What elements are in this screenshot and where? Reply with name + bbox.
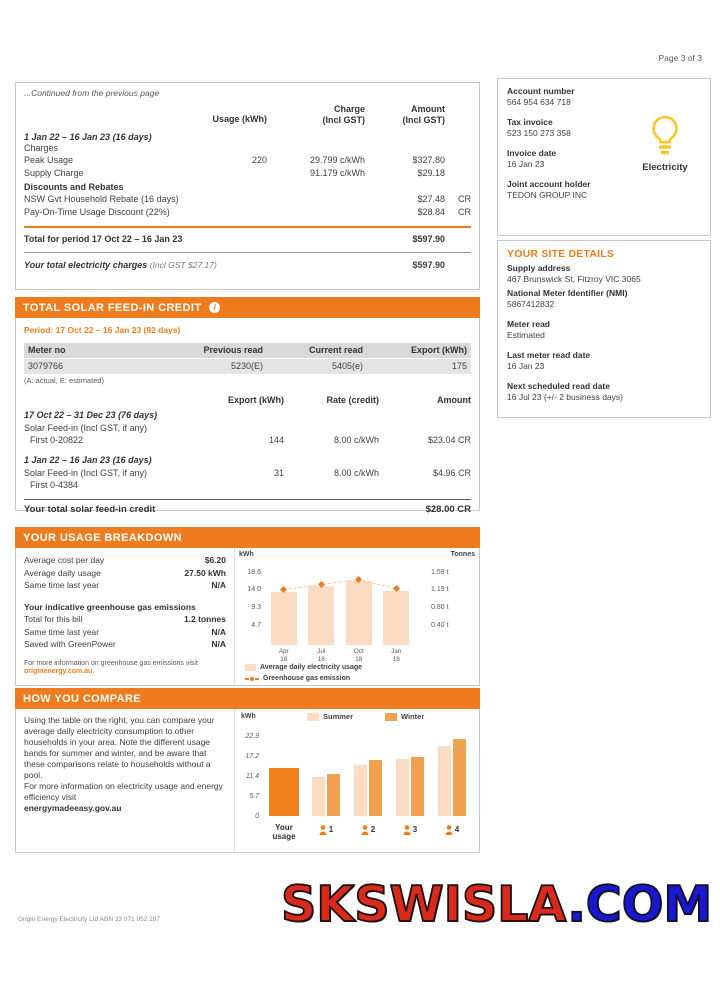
feedin-header-row: Export (kWh) Rate (credit) Amount bbox=[228, 395, 471, 405]
y-axis-tick: 5.7 bbox=[249, 792, 259, 800]
next-read-date: 16 Jul 23 (+/- 2 business days) bbox=[507, 392, 623, 402]
col-charge: Charge (Incl GST) bbox=[322, 104, 365, 125]
person-icon bbox=[319, 825, 327, 835]
x-axis-label-household: 4 bbox=[438, 825, 466, 835]
energy-made-easy-link[interactable]: energymadeeasy.gov.au bbox=[24, 803, 122, 813]
meter-read-value: Estimated bbox=[507, 330, 545, 340]
x-axis-label-household: 2 bbox=[354, 825, 382, 835]
field-label: National Meter Identifier (NMI) bbox=[507, 288, 628, 298]
invoice-date: 16 Jan 23 bbox=[507, 159, 545, 169]
x-axis-label: Jan 18 bbox=[391, 648, 402, 663]
field-label: Meter read bbox=[507, 319, 550, 329]
legend-swatch-winter bbox=[385, 713, 397, 721]
account-holder: TEDON GROUP INC bbox=[507, 190, 588, 200]
x-axis-label-your-usage: Your usage bbox=[272, 823, 296, 841]
site-details-card bbox=[497, 240, 711, 418]
winter-bar bbox=[369, 760, 382, 817]
field-label: Supply address bbox=[507, 263, 571, 273]
legend-swatch-summer bbox=[307, 713, 319, 721]
x-axis-label: Apr 18 bbox=[278, 648, 289, 663]
table-row-rebate: NSW Gvt Household Rebate (16 days) $27.48 CR bbox=[24, 194, 471, 204]
person-icon bbox=[361, 825, 369, 835]
col-usage: Usage (kWh) bbox=[212, 114, 267, 124]
origin-energy-link[interactable]: originenergy.com.au. bbox=[24, 668, 95, 675]
legend-item-winter bbox=[385, 712, 424, 721]
legend-item-emission bbox=[245, 675, 350, 682]
field-label: Account number bbox=[507, 86, 575, 96]
winter-bar bbox=[411, 757, 424, 816]
account-summary-card bbox=[497, 78, 711, 236]
summer-bar bbox=[438, 746, 451, 816]
legend-item-summer bbox=[307, 712, 353, 721]
electricity-bulb-icon bbox=[647, 114, 683, 158]
stat-row: Average cost per day $6.20 bbox=[24, 555, 226, 565]
legend-label: Summer bbox=[323, 712, 354, 721]
usage-bar bbox=[346, 581, 372, 645]
service-label: Electricity bbox=[642, 162, 688, 173]
your-usage-bar bbox=[269, 768, 299, 816]
solar-credit-section bbox=[15, 297, 480, 515]
person-icon bbox=[403, 825, 411, 835]
usage-section-header bbox=[15, 527, 480, 548]
stat-row: Saved with GreenPower N/A bbox=[24, 639, 226, 649]
x-axis-label: Oct 18 bbox=[353, 648, 364, 663]
usage-section-title: YOUR USAGE BREAKDOWN bbox=[23, 531, 182, 544]
y-axis-tick: 18.6 bbox=[247, 568, 261, 576]
compare-section-title: HOW YOU COMPARE bbox=[23, 692, 142, 705]
discounts-heading: Discounts and Rebates bbox=[24, 182, 124, 192]
summer-bar bbox=[354, 765, 367, 816]
usage-bar bbox=[308, 586, 334, 645]
y-axis-tick: 22.9 bbox=[245, 732, 259, 740]
ghg-heading: Your indicative greenhouse gas emissions bbox=[24, 601, 196, 612]
compare-section-header bbox=[15, 688, 480, 709]
total-electricity-row bbox=[24, 253, 471, 274]
last-read-date: 16 Jan 23 bbox=[507, 361, 545, 371]
legend-label: Winter bbox=[401, 712, 425, 721]
usage-stats bbox=[16, 548, 234, 685]
table-row-supply-charge: Supply Charge 91.179 c/kWh $29.18 bbox=[24, 168, 445, 178]
usage-chart bbox=[234, 548, 479, 685]
tax-invoice-number: 523 150 273 358 bbox=[507, 128, 571, 138]
account-number: 564 954 634 718 bbox=[507, 97, 571, 107]
usage-breakdown-section bbox=[15, 527, 480, 686]
summer-bar bbox=[396, 759, 409, 816]
charges-heading: Charges bbox=[24, 143, 59, 153]
y-axis-tick: 4.7 bbox=[251, 622, 261, 629]
ghg-footnote: For more information on greenhouse gas emissions visit originenergy.com.au. bbox=[24, 660, 226, 677]
stat-row: Same time last year N/A bbox=[24, 626, 226, 637]
period-heading: 1 Jan 22 – 16 Jan 23 (16 days) bbox=[24, 132, 152, 142]
y2-axis-tick: 0.80 t bbox=[431, 604, 449, 612]
y-axis-tick: 17.2 bbox=[245, 752, 259, 760]
winter-bar bbox=[453, 739, 466, 816]
table-row-peak-usage: Peak Usage 220 29.799 c/kWh $327.80 bbox=[24, 155, 445, 165]
feedin-block-2: 1 Jan 22 – 16 Jan 23 (16 days) Solar Feed-in (Incl GST, if any) 31 8.00 c/kWh $4.96 CR First 0-4384 bbox=[24, 455, 471, 490]
legend-label: Average daily electricity usage bbox=[260, 664, 363, 671]
x-axis-label-household: 1 bbox=[312, 825, 340, 835]
col-amount: Amount (Incl GST) bbox=[402, 104, 445, 125]
field-label: Invoice date bbox=[507, 148, 557, 158]
legend-label: Greenhouse gas emission bbox=[263, 675, 351, 682]
y-axis-tick: 14.0 bbox=[247, 586, 261, 594]
winter-bar bbox=[327, 774, 340, 816]
y-axis-tick: 11.4 bbox=[245, 772, 259, 780]
nmi-value: 5867412832 bbox=[507, 299, 555, 309]
x-axis-label: Jul 18 bbox=[317, 648, 326, 663]
field-label: Next scheduled read date bbox=[507, 381, 610, 391]
field-label: Tax invoice bbox=[507, 117, 553, 127]
total-for-period-row: Total for period 17 Oct 22 – 16 Jan 23 $597.90 bbox=[24, 234, 445, 244]
y2-axis-tick: 0.40 t bbox=[431, 622, 449, 629]
x-axis-label-household: 3 bbox=[396, 825, 424, 835]
solar-period: Period: 17 Oct 22 – 16 Jan 23 (92 days) bbox=[24, 325, 181, 335]
grand-total-note: (Incl GST $27.17) bbox=[149, 260, 217, 270]
summer-bar bbox=[312, 777, 325, 816]
usage-bar bbox=[271, 592, 297, 645]
watermark-name: SKSWISLA bbox=[281, 876, 568, 933]
kwh-axis-label: kWh bbox=[239, 551, 254, 558]
fine-print: Origin Energy Electricity Ltd ABN 33 071 052 287 bbox=[18, 916, 160, 923]
y-axis-tick: 0 bbox=[255, 813, 259, 820]
field-label: Joint account holder bbox=[507, 179, 591, 189]
legend-swatch-bar bbox=[245, 664, 256, 671]
supply-address: 467 Brunswick St, Fitzroy VIC 3065 bbox=[507, 274, 641, 284]
charges-header-row bbox=[24, 104, 471, 126]
compare-section bbox=[15, 688, 480, 853]
stat-row: Same time last year N/A bbox=[24, 580, 226, 590]
watermark-tld: .COM bbox=[567, 876, 713, 933]
compare-chart bbox=[234, 709, 479, 852]
kwh-axis-label: kWh bbox=[241, 713, 256, 720]
tonnes-axis-label: Tonnes bbox=[450, 551, 475, 558]
meter-table-header: Meter no Previous read Current read Export (kWh) bbox=[24, 343, 471, 358]
watermark-logo bbox=[281, 876, 712, 933]
y2-axis-tick: 1.19 t bbox=[431, 586, 449, 594]
meter-table-row: 3079766 5230(E) 5405(e) 175 bbox=[24, 359, 471, 374]
y2-axis-tick: 1.59 t bbox=[431, 568, 449, 576]
usage-bar bbox=[383, 591, 409, 645]
legend-item-usage bbox=[245, 664, 362, 671]
stat-row: Total for this bill 1.2 tonnes bbox=[24, 614, 226, 624]
solar-total-row: Your total solar feed-in credit $28.00 CR bbox=[24, 499, 471, 519]
continued-note: ...Continued from the previous page bbox=[24, 88, 160, 98]
solar-section-header bbox=[15, 297, 480, 318]
solar-section-title: TOTAL SOLAR FEED-IN CREDIT bbox=[23, 301, 202, 314]
meter-note: (A: actual, E: estimated) bbox=[24, 376, 105, 385]
person-icon bbox=[445, 825, 453, 835]
table-row-discount: Pay-On-Time Usage Discount (22%) $28.84 CR bbox=[24, 207, 471, 217]
grand-total-amount: $597.90 bbox=[412, 260, 445, 270]
site-details-title: YOUR SITE DETAILS bbox=[507, 248, 615, 260]
field-label: Last meter read date bbox=[507, 350, 591, 360]
compare-text: Using the table on the right, you can compare your average daily electricity consumption to other households in your area. Note the different usage bands for summer and winter, and be aware that these comparisons relate to households without a pool. For more information on electricity usage and energy efficiency visit energymadeeasy.gov.au bbox=[16, 709, 234, 852]
info-icon: i bbox=[209, 302, 220, 313]
charges-table bbox=[15, 82, 480, 290]
feedin-block-1: 17 Oct 22 – 31 Dec 23 (76 days) Solar Feed-in (Incl GST, if any) First 0-20822 144 8.00 c/kWh $23.04 CR bbox=[24, 410, 471, 445]
stat-row: Average daily usage 27.50 kWh bbox=[24, 567, 226, 578]
grand-total-label: Your total electricity charges bbox=[24, 260, 148, 270]
page-number: Page 3 of 3 bbox=[658, 53, 702, 63]
y-axis-tick: 9.3 bbox=[251, 604, 261, 612]
legend-swatch-line bbox=[245, 677, 259, 681]
